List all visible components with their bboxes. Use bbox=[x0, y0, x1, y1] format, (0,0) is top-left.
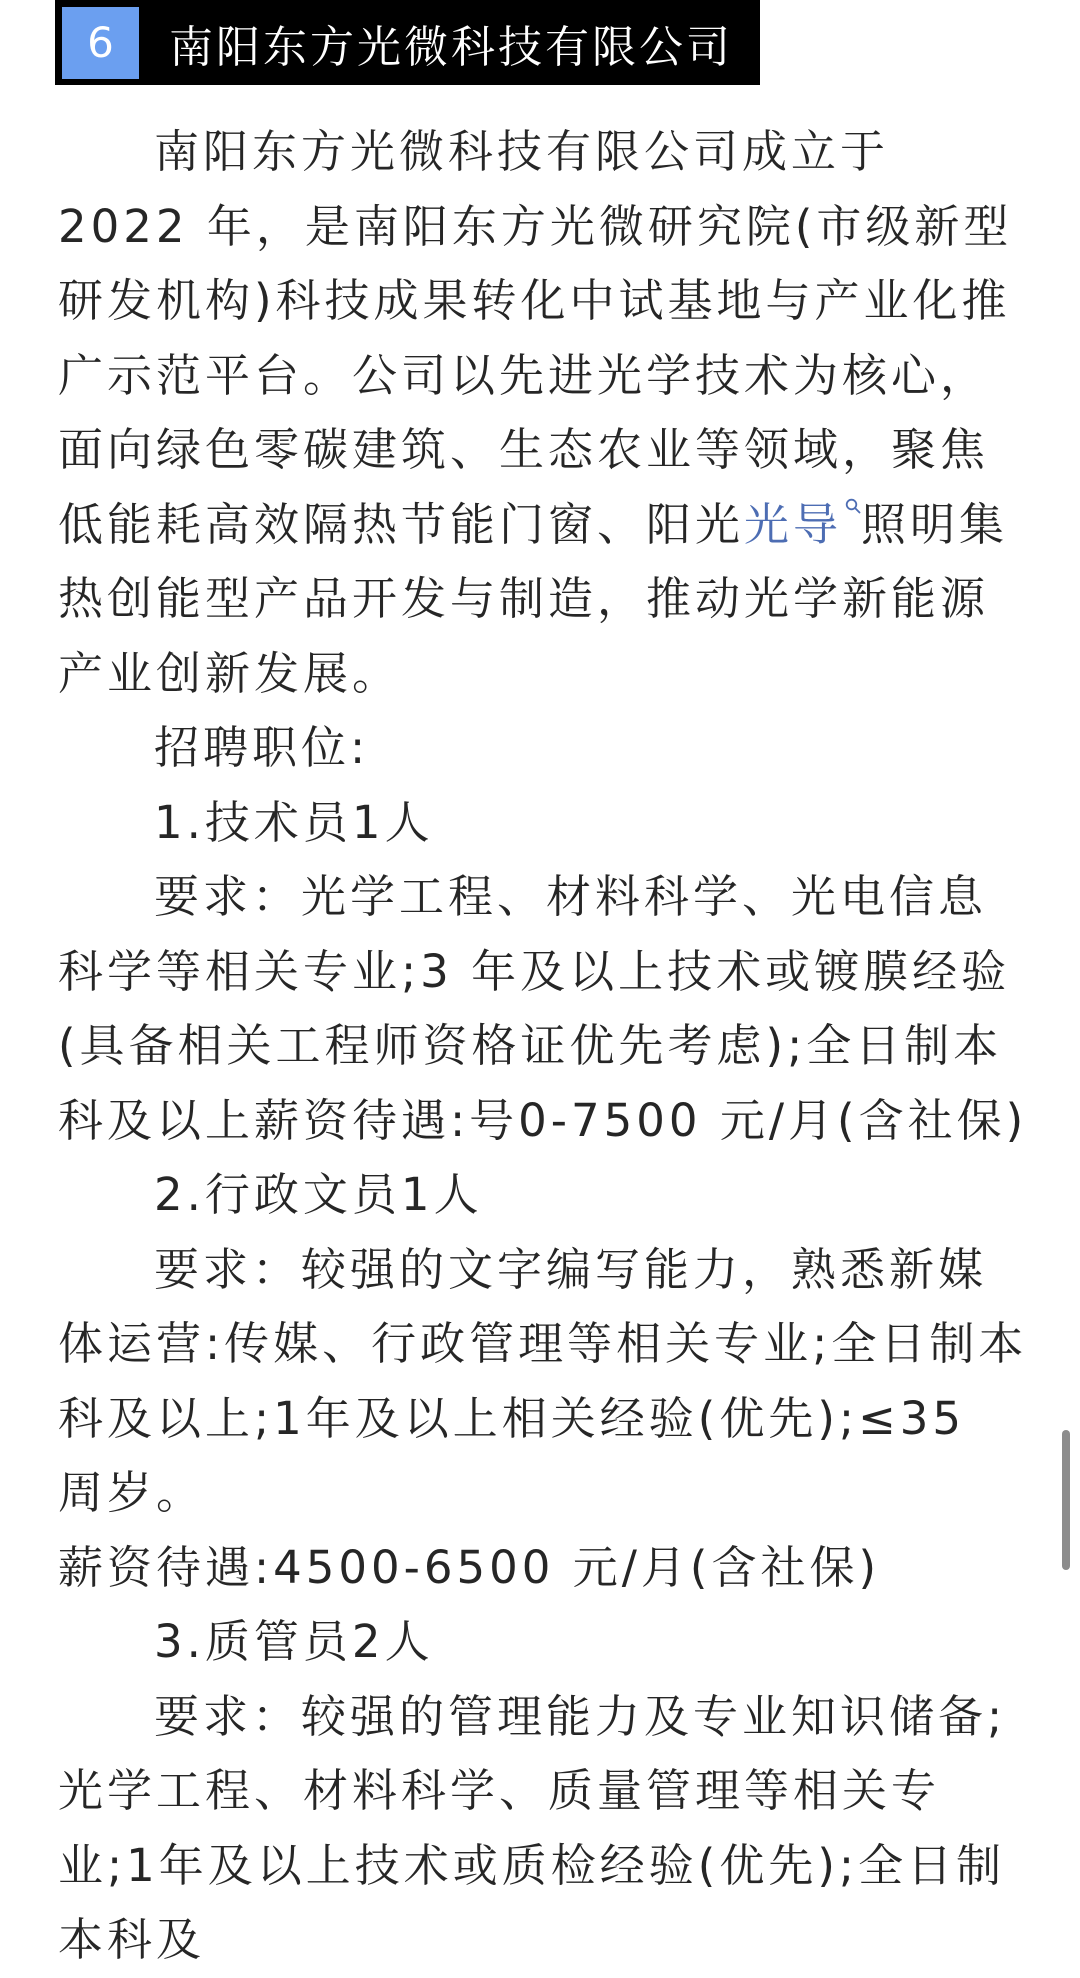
section-number-badge: 6 bbox=[62, 7, 139, 79]
job-requirements: 要求：光学工程、材料科学、光电信息科学等相关专业;3 年及以上技术或镀膜经验(具备相关工程师资格证优先考虑);全日制本科及以上薪资待遇:号0-7500 元/月(含社保) bbox=[58, 870, 1028, 1147]
job-title: 1.技术员1人 bbox=[154, 795, 434, 849]
article-body bbox=[58, 115, 1028, 1978]
company-intro bbox=[58, 115, 1028, 711]
recruit-heading: 招聘职位: bbox=[154, 721, 370, 774]
search-icon[interactable] bbox=[845, 498, 861, 514]
company-title: 南阳东方光微科技有限公司 bbox=[169, 21, 733, 73]
scrollbar-thumb[interactable] bbox=[1062, 1430, 1070, 1570]
keyword-link-text[interactable]: 光导 bbox=[744, 497, 843, 551]
job-salary: 薪资待遇:4500-6500 元/月(含社保) bbox=[58, 1540, 881, 1594]
job-requirements: 要求：较强的文字编写能力，熟悉新媒体运营:传媒、行政管理等相关专业;全日制本科及以上;1年及以上相关经验(优先);≤35 周岁。 bbox=[58, 1242, 1028, 1519]
job-requirements: 要求：较强的管理能力及专业知识储备;光学工程、材料科学、质量管理等相关专业;1年及以上技术或质检经验(优先);全日制本科及 bbox=[58, 1689, 1007, 1966]
section-header bbox=[55, 0, 760, 85]
intro-text-start: 南阳东方光微科技有限公司成立于 2022 年，是南阳东方光微研究院(市级新型研发机构)科技成果转化中试基地与产业化推广示范平台。公司以先进光学技术为核心，面向绿色零碳建筑、生态农业等领域，聚焦低能耗高效隔热节能门窗、阳光 bbox=[58, 125, 1013, 551]
job-title: 2.行政文员1人 bbox=[154, 1168, 483, 1221]
keyword-link-guang-dao[interactable] bbox=[744, 498, 861, 551]
intro-text-end: 照明集热创能型产品开发与制造，推动光学新能源产业创新发展。 bbox=[58, 497, 1009, 700]
job-title: 3.质管员2人 bbox=[154, 1615, 434, 1668]
